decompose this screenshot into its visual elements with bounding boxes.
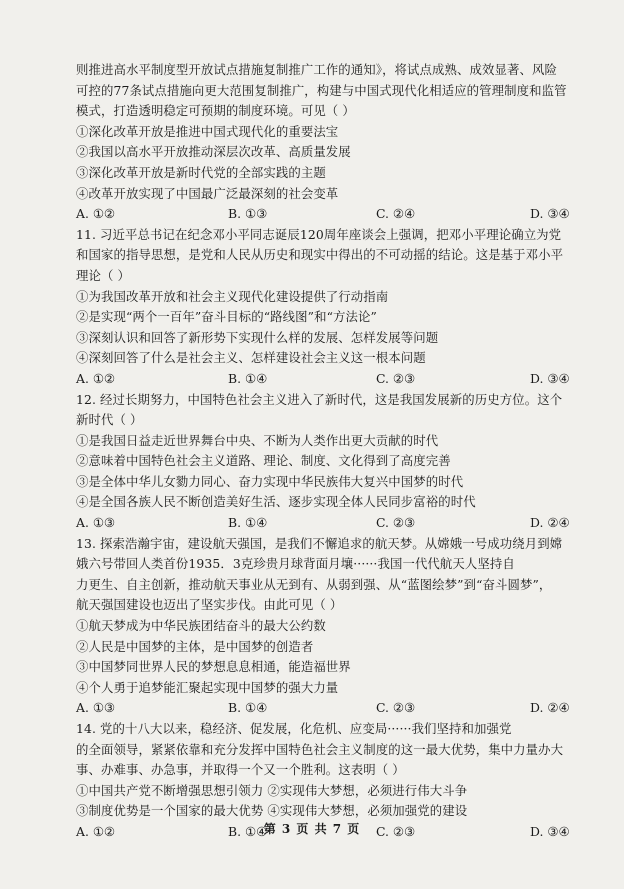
question-text-line: 力更生、自主创新，推动航天事业从无到有、从弱到强、从“蓝图绘梦”到“奋斗圆梦”，: [76, 576, 552, 592]
statement-4: ④深刻回答了什么是社会主义、怎样建设社会主义这一根本问题: [76, 350, 426, 366]
statement-row-2: ③制度优势是一个国家的最大优势 ④实现伟大梦想，必须加强党的建设: [76, 803, 468, 819]
option-c: C. ②③: [376, 823, 416, 839]
statement-1: ①深化改革开放是推进中国式现代化的重要法宝: [76, 123, 339, 139]
question-text-line: 事、办难事、办急事，并取得一个又一个胜利。这表明（ ）: [76, 762, 405, 778]
question-text-line: 娥六号带回人类首份1935．3克珍贵月球背面月壤······我国一代代航天人坚持自: [76, 556, 515, 572]
statement-3: ③深化改革开放是新时代党的全部实践的主题: [76, 164, 326, 180]
option-c: C. ②③: [376, 700, 416, 716]
statement-2: ②人民是中国梦的主体，是中国梦的创造者: [76, 638, 314, 654]
option-a: A. ①②: [76, 206, 116, 222]
statement-2: ②意味着中国特色社会主义道路、理论、制度、文化得到了高度完善: [76, 453, 451, 469]
answer-options: [76, 513, 590, 534]
question-text-line: 新时代（ ）: [76, 412, 143, 428]
statement-4: ④是全国各族人民不断创造美好生活、逐步实现全体人民同步富裕的时代: [76, 494, 476, 510]
statement-2: ②是实现“两个一百年”奋斗目标的“路线图”和“方法论”: [76, 309, 377, 325]
question-text-line: 14. 党的十八大以来，稳经济、促发展，化危机、应变局······我们坚持和加强党: [76, 721, 512, 736]
option-a: A. ①③: [76, 700, 116, 716]
option-c: C. ②④: [376, 206, 416, 222]
question-11: [76, 225, 590, 390]
statement-3: ③深刻认识和回答了新形势下实现什么样的发展、怎样发展等问题: [76, 329, 439, 345]
option-b: B. ①③: [228, 206, 268, 222]
page-number: 第 3 页 共 7 页: [263, 822, 361, 836]
option-b: B. ①④: [228, 823, 268, 839]
statement-1: ①航天梦成为中华民族团结奋斗的最大公约数: [76, 618, 326, 634]
option-b: B. ①④: [228, 700, 268, 716]
statement-2: ②我国以高水平开放推动深层次改革、高质量发展: [76, 144, 351, 160]
answer-options: [76, 369, 590, 390]
question-13: [76, 534, 590, 719]
question-text-line: 理论（ ）: [76, 267, 131, 283]
question-text-line: 和国家的指导思想，是党和人民从历史和现实中得出的不可动摇的结论。这是基于邓小平: [76, 247, 564, 263]
answer-options: [76, 698, 590, 719]
option-a: A. ①②: [76, 370, 116, 386]
statement-4: ④改革开放实现了中国最广泛最深刻的社会变革: [76, 185, 339, 201]
statement-1: ①是我国日益走近世界舞台中央、不断为人类作出更大贡献的时代: [76, 432, 439, 448]
statement-3: ③是全体中华儿女勠力同心、奋力实现中华民族伟大复兴中国梦的时代: [76, 473, 464, 489]
option-d: D. ②④: [530, 700, 570, 716]
question-10: [76, 60, 590, 225]
statement-3: ③中国梦同世界人民的梦想息息相通，能造福世界: [76, 659, 351, 675]
question-text-line: 模式，打造透明稳定可预期的制度环境。可见（ ）: [76, 103, 355, 119]
question-text-line: 13. 探索浩瀚宇宙，建设航天强国，是我们不懈追求的航天梦。从嫦娥一号成功绕月到嫦: [76, 535, 563, 551]
option-a: A. ①②: [76, 823, 116, 839]
question-text-line: 则推进高水平制度型开放试点措施复制推广工作的通知》，将试点成熟、成效显著、风险: [76, 62, 557, 77]
option-b: B. ①④: [228, 370, 268, 386]
option-a: A. ①③: [76, 515, 116, 531]
option-c: C. ②③: [376, 515, 416, 531]
question-text-line: 12. 经过长期努力，中国特色社会主义进入了新时代，这是我国发展新的历史方位。这个: [76, 391, 563, 407]
question-12: [76, 390, 590, 534]
statement-4: ④个人勇于追梦能汇聚起实现中国梦的强大力量: [76, 679, 339, 695]
question-text-line: 的全面领导，紧紧依靠和充分发挥中国特色社会主义制度的这一最大优势，集中力量办大: [76, 741, 564, 757]
option-d: D. ②④: [530, 515, 570, 531]
question-text-line: 航天强国建设也迈出了坚实步伐。由此可见（ ）: [76, 597, 343, 613]
option-d: D. ③④: [530, 370, 570, 386]
statement-row-1: ①中国共产党不断增强思想引领力 ②实现伟大梦想，必须进行伟大斗争: [76, 782, 468, 798]
question-text-line: 可控的77条试点措施向更大范围复制推广，构建与中国式现代化相适应的管理制度和监管: [76, 82, 567, 98]
answer-options: [76, 204, 590, 225]
question-text-line: 11. 习近平总书记在纪念邓小平同志诞辰120周年座谈会上强调，把邓小平理论确立为党: [76, 226, 562, 242]
option-d: D. ③④: [530, 206, 570, 222]
option-d: D. ③④: [530, 823, 570, 839]
option-c: C. ②③: [376, 370, 416, 386]
option-b: B. ①④: [228, 515, 268, 531]
statement-1: ①为我国改革开放和社会主义现代化建设提供了行动指南: [76, 288, 389, 304]
